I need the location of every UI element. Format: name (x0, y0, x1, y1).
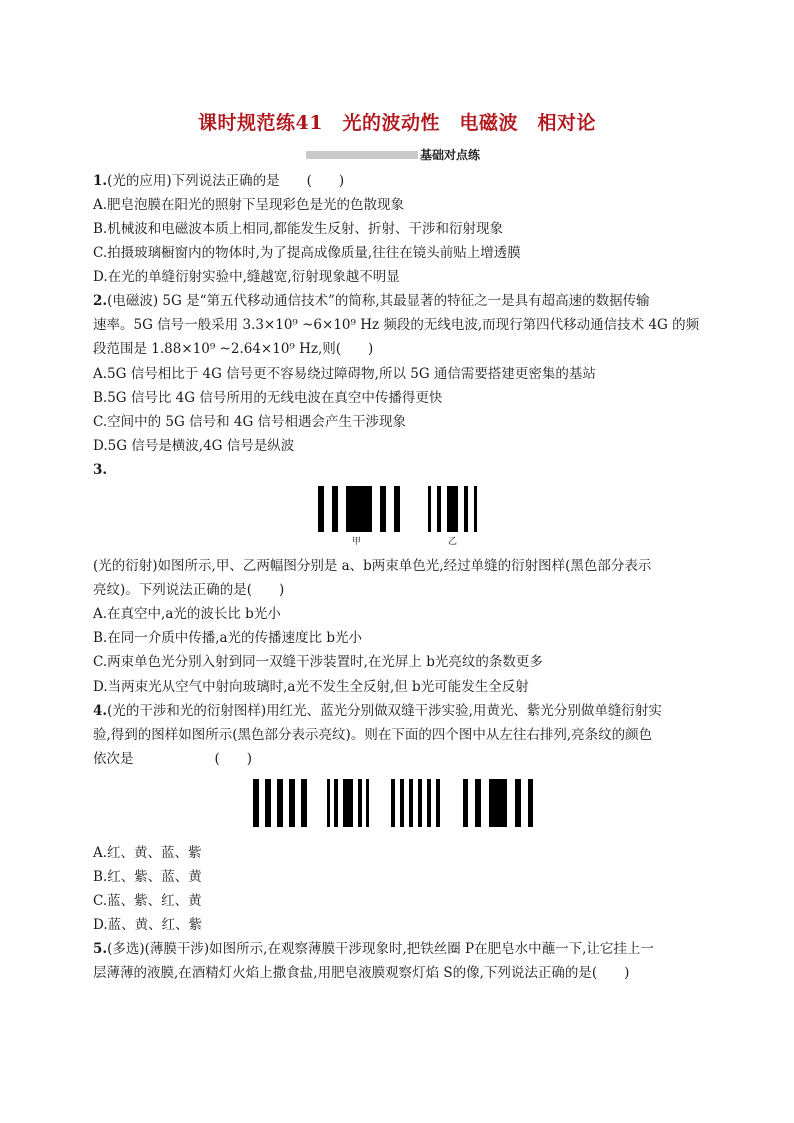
fig4-panel4-stripe-center (489, 779, 507, 827)
fig4-panel3-stripe (427, 779, 431, 827)
fig4-panel3-stripe (418, 779, 422, 827)
fig4-panel1-stripe (301, 779, 307, 827)
q2-option-b: B.5G 信号比 4G 信号所用的无线电波在真空中传播得更快 (93, 390, 443, 406)
fig4-panel1-stripe (265, 779, 271, 827)
fig4-panel2-stripe (358, 779, 362, 827)
fig4-panel3-stripe (400, 779, 404, 827)
q4-option-d: D.蓝、黄、红、紫 (93, 917, 203, 933)
q4-stem-line-2: 验,得到的图样如图所示(黑色部分表示亮纹)。则在下面的四个图中从左往右排列,亮条纹的颜色 (93, 727, 653, 743)
fig-label-yi: 乙 (448, 537, 458, 547)
q2-option-c: C.空间中的 5G 信号和 4G 信号相遇会产生干涉现象 (93, 414, 407, 430)
q5-stem-line-1 (93, 939, 654, 959)
q3-diffraction-figure (318, 486, 478, 548)
q5-stem-line-2: 层薄薄的液膜,在酒精灯火焰上撒食盐,用肥皂液膜观察灯焰 S的像,下列说法正确的是( ) (93, 965, 630, 981)
q1-option-b: B.机械波和电磁波本质上相同,都能发生反射、折射、干涉和衍射现象 (93, 221, 504, 237)
fig4-panel2-stripe (327, 779, 330, 827)
fig4-panel4-stripe (515, 779, 521, 827)
fig-yi-stripe-3 (464, 486, 468, 532)
fig-jia-stripe-center (346, 486, 372, 532)
fig4-panel1-stripe (277, 779, 283, 827)
fig4-panel2-stripe-center (343, 779, 353, 827)
fig4-panel4-stripe (475, 779, 481, 827)
fig-label-jia: 甲 (352, 537, 362, 547)
q1-option-c: C.拍摄玻璃橱窗内的物体时,为了提高成像质量,往往在镜头前贴上增透膜 (93, 245, 521, 261)
fig-yi-stripe-2 (437, 486, 441, 532)
q5-number: 5. (93, 941, 108, 957)
q3-number: 3. (93, 462, 108, 478)
q4-option-b: B.红、紫、蓝、黄 (93, 869, 202, 885)
q3-option-c: C.两束单色光分别入射到同一双缝干涉装置时,在光屏上 b光亮纹的条数更多 (93, 654, 543, 670)
fig4-panel3-stripe (391, 779, 395, 827)
q2-stem-line-3: 段范围是 1.88×10⁹ ~2.64×10⁹ Hz,则( ) (93, 341, 374, 357)
q2-option-a: A.5G 信号相比于 4G 信号更不容易绕过障碍物,所以 5G 通信需要搭建更密集的基站 (93, 366, 596, 382)
q1-number: 1. (93, 173, 108, 189)
fig4-panel4-stripe (463, 779, 468, 827)
fig-jia-stripe-2 (332, 486, 338, 532)
q4-stem-line-1 (93, 701, 662, 721)
q5-stem-text-1: (多选)(薄膜干涉)如图所示,在观察薄膜干涉现象时,把铁丝圈 P在肥皂水中蘸一下,让它挂上一 (107, 941, 654, 957)
q4-stem-text-1: (光的干涉和光的衍射图样)用红光、蓝光分别做双缝干涉实验,用黄光、紫光分别做单缝衍射实 (107, 703, 662, 719)
q3-number-line (93, 460, 107, 480)
fig-jia-stripe-1 (318, 486, 324, 532)
section-label: 基础对点练 (420, 148, 481, 162)
fig-jia-stripe-4 (394, 486, 400, 532)
fig4-panel2-stripe (366, 779, 369, 827)
q1-stem-text: (光的应用)下列说法正确的是 ( ) (107, 173, 345, 189)
fig-yi-stripe-1 (428, 486, 431, 532)
q3-option-b: B.在同一介质中传播,a光的传播速度比 b光小 (93, 630, 362, 646)
section-divider (306, 151, 418, 159)
q1-stem (93, 171, 344, 191)
q2-number: 2. (93, 293, 108, 309)
fig-yi-stripe-4 (474, 486, 477, 532)
q2-stem-line-1 (93, 291, 650, 311)
fig4-panel3-stripe (409, 779, 413, 827)
q3-option-a: A.在真空中,a光的波长比 b光小 (93, 606, 281, 622)
fig4-panel3-stripe (436, 779, 440, 827)
q4-option-a: A.红、黄、蓝、紫 (93, 845, 202, 861)
q3-stem-line-1: (光的衍射)如图所示,甲、乙两幅图分别是 a、b两束单色光,经过单缝的衍射图样(黑色部分表示 (93, 558, 652, 574)
fig4-panel4-stripe (528, 779, 533, 827)
page-title: 课时规范练41 光的波动性 电磁波 相对论 (198, 112, 596, 134)
q1-option-d: D.在光的单缝衍射实验中,缝越宽,衍射现象越不明显 (93, 269, 400, 285)
q3-stem-line-2: 亮纹)。下列说法正确的是( ) (93, 582, 285, 598)
q4-fringe-figure (253, 779, 548, 827)
q2-stem-text-1: (电磁波) 5G 是“第五代移动通信技术”的简称,其最显著的特征之一是具有超高速的数据传输 (107, 293, 650, 309)
q4-number: 4. (93, 703, 108, 719)
q2-option-d: D.5G 信号是横波,4G 信号是纵波 (93, 438, 295, 454)
fig-jia-stripe-3 (380, 486, 386, 532)
q4-option-c: C.蓝、紫、红、黄 (93, 893, 202, 909)
fig4-panel2-stripe (334, 779, 338, 827)
fig4-panel1-stripe (253, 779, 259, 827)
q4-stem-line-3: 依次是 ( ) (93, 751, 253, 767)
fig4-panel1-stripe (289, 779, 295, 827)
fig-yi-stripe-center (447, 486, 458, 532)
q3-option-d: D.当两束光从空气中射向玻璃时,a光不发生全反射,但 b光可能发生全反射 (93, 679, 529, 695)
q2-stem-line-2: 速率。5G 信号一般采用 3.3×10⁹ ~6×10⁹ Hz 频段的无线电波,而现行第四代移动通信技术 4G 的频 (93, 317, 700, 333)
q1-option-a: A.肥皂泡膜在阳光的照射下呈现彩色是光的色散现象 (93, 197, 405, 213)
